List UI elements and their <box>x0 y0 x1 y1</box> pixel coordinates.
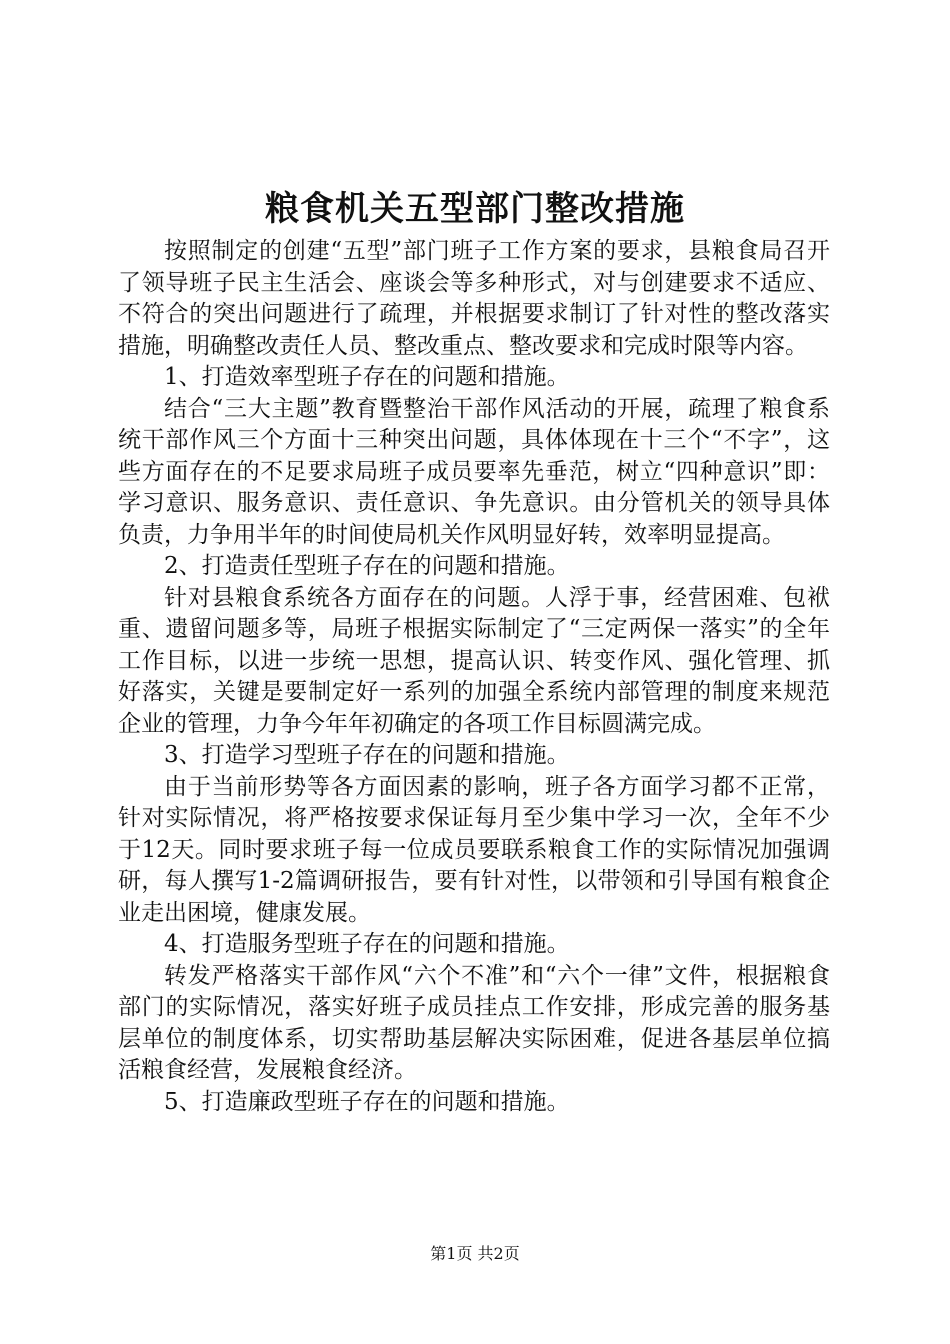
section-heading-3: 3、打造学习型班子存在的问题和措施。 <box>164 742 570 768</box>
section-heading-1: 1、打造效率型班子存在的问题和措施。 <box>164 364 570 390</box>
paragraph-section-2: 针对县粮食系统各方面存在的问题。人浮于事，经营困难、包袱重、遗留问题多等，局班子根据实际制定了“三定两保一落实”的全年工作目标，以进一步统一思想，提高认识、转变作风、强化管理、抓好落实，关键是要制定好一系列的加强全系统内部管理的制度来规范企业的管理，力争今年年初确定的各项工作目标圆满完成。 <box>118 584 830 737</box>
paragraph-intro: 按照制定的创建“五型”部门班子工作方案的要求，县粮食局召开了领导班子民主生活会、座谈会等多种形式，对与创建要求不适应、不符合的突出问题进行了疏理，并根据要求制订了针对性的整改落实措施，明确整改责任人员、整改重点、整改要求和完成时限等内容。 <box>118 238 830 359</box>
paragraph-section-4: 转发严格落实干部作风“六个不准”和“六个一律”文件，根据粮食部门的实际情况，落实好班子成员挂点工作安排，形成完善的服务基层单位的制度体系，切实帮助基层解决实际困难，促进各基层单位搞活粮食经营，发展粮食经济。 <box>118 962 830 1083</box>
paragraph-section-1: 结合“三大主题”教育暨整治干部作风活动的开展，疏理了粮食系统干部作风三个方面十三种突出问题，具体体现在十三个“不字”，这些方面存在的不足要求局班子成员要率先垂范，树立“四种意识”即：学习意识、服务意识、责任意识、争先意识。由分管机关的领导具体负责，力争用半年的时间使局机关作风明显好转，效率明显提高。 <box>118 395 830 548</box>
paragraph-section-3: 由于当前形势等各方面因素的影响，班子各方面学习都不正常，针对实际情况，将严格按要求保证每月至少集中学习一次，全年不少于12天。同时要求班子每一位成员要联系粮食工作的实际情况加强调研，每人撰写1-2篇调研报告，要有针对性，以带领和引导国有粮食企业走出困境，健康发展。 <box>118 773 830 926</box>
document-body <box>118 236 830 1118</box>
section-heading-4: 4、打造服务型班子存在的问题和措施。 <box>164 931 570 957</box>
document-title: 粮食机关五型部门整改措施 <box>265 189 685 229</box>
section-heading-5: 5、打造廉政型班子存在的问题和措施。 <box>164 1088 570 1115</box>
page-footer: 第1页 共2页 <box>430 1244 520 1263</box>
section-heading-2: 2、打造责任型班子存在的问题和措施。 <box>164 553 570 579</box>
